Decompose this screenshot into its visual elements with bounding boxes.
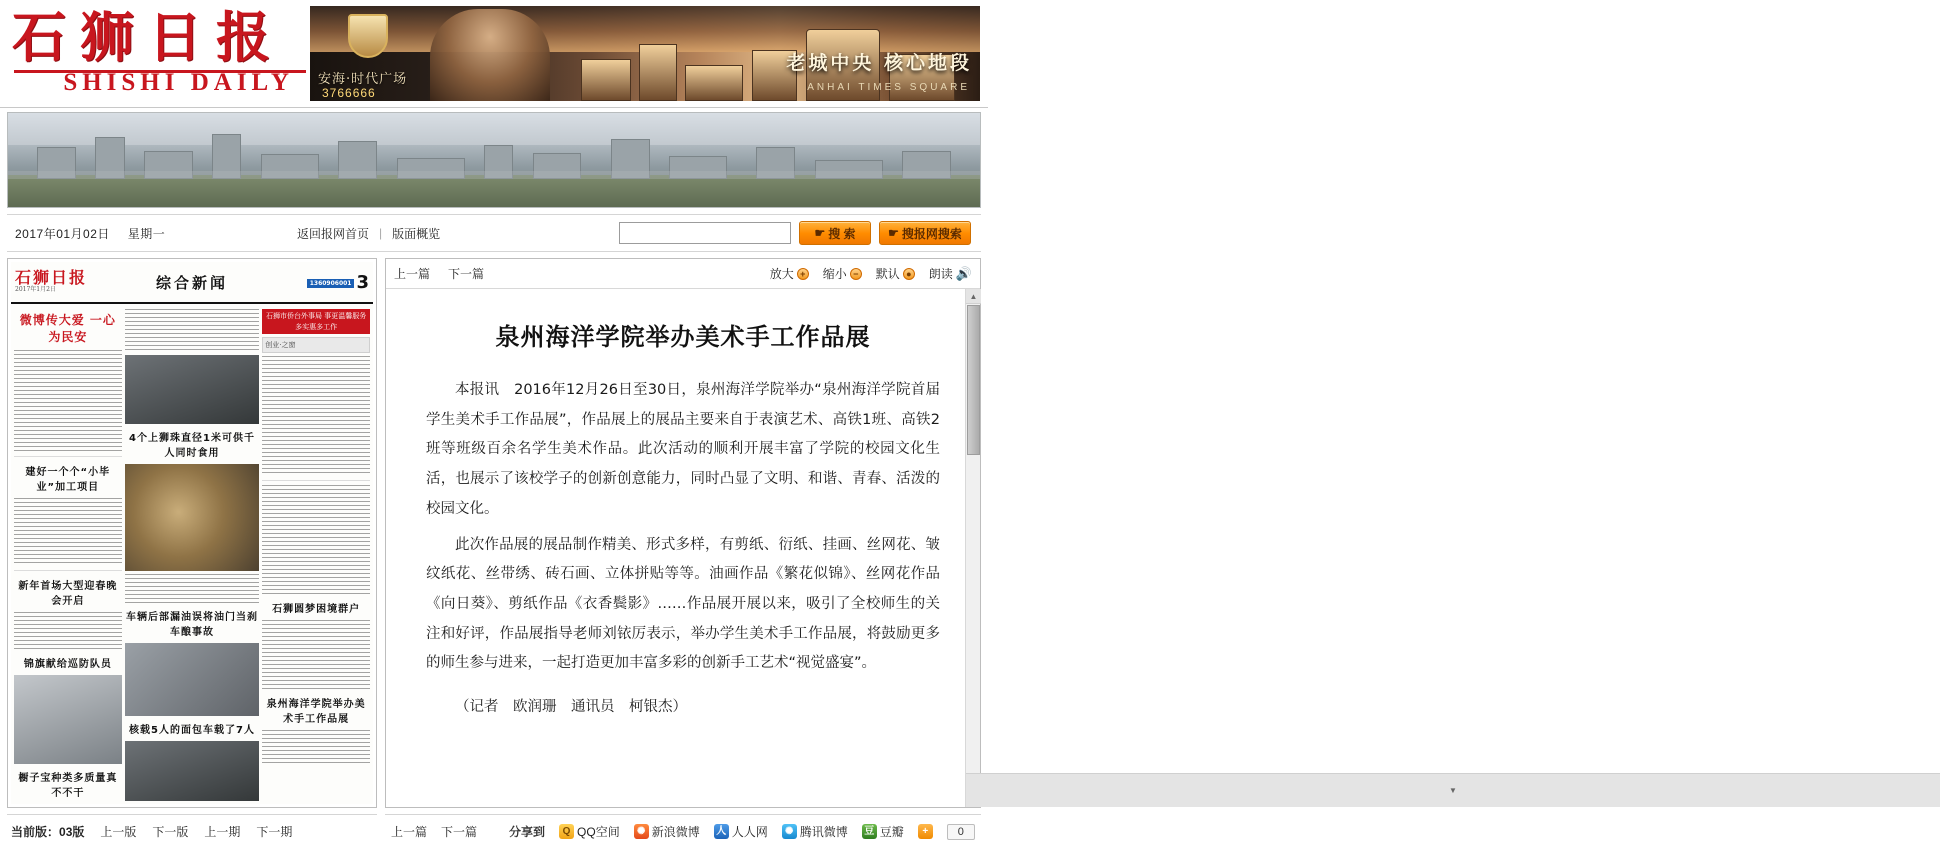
ad-phone-number: 3766666 — [322, 86, 376, 100]
prev-article-link-top[interactable]: 上一篇 — [394, 267, 431, 281]
newspaper-headline-a8: 泉州海洋学院举办美术手工作品展 — [266, 699, 366, 725]
douban-icon: 豆 — [862, 824, 877, 839]
skyline-foreground — [8, 175, 980, 207]
search-area — [619, 221, 981, 245]
zoom-in-button[interactable] — [770, 265, 809, 282]
default-size-button[interactable] — [876, 265, 915, 282]
ad-headline: 老城中央 核心地段 — [786, 52, 972, 74]
newspaper-column-1 — [14, 309, 122, 801]
current-page-block — [11, 823, 84, 840]
newspaper-columns — [11, 306, 373, 804]
newspaper-text-block-8 — [262, 620, 370, 690]
share-renren-label: 人人网 — [731, 825, 768, 839]
newspaper-ad-subbox: 创业·之窗 — [262, 337, 370, 353]
banner-advertisement[interactable] — [310, 6, 980, 101]
newspaper-text-block-5 — [125, 574, 260, 603]
newspaper-logo-text: 石狮日报 — [15, 268, 88, 288]
next-issue-link[interactable]: 下一期 — [256, 825, 293, 839]
current-page-label: 当前版： — [11, 825, 60, 839]
share-qzone[interactable] — [559, 823, 620, 840]
share-sina-weibo[interactable] — [634, 823, 700, 840]
search-button-label: 搜 索 — [828, 226, 856, 241]
skyline-sky — [8, 113, 980, 145]
qq-icon: Q — [559, 824, 574, 839]
newspaper-page-image[interactable] — [11, 262, 373, 804]
speaker-icon: 🔊 — [955, 265, 972, 281]
newspaper-page-number-value: 3 — [356, 271, 369, 293]
default-size-label: 默认 — [875, 267, 900, 281]
back-to-home-link[interactable]: 返回报网首页 — [297, 226, 370, 241]
share-douban-label: 豆瓣 — [879, 825, 904, 839]
article-byline: （记者 欧润珊 通讯员 柯银杰） — [455, 699, 687, 716]
scroll-up-arrow-icon[interactable]: ▲ — [966, 289, 981, 304]
plus-circle-icon: + — [797, 268, 809, 280]
newspaper-text-block-4 — [125, 309, 260, 352]
newspaper-page-viewer[interactable] — [7, 258, 377, 808]
newspaper-text-block-6 — [262, 356, 370, 476]
article-paragraph-1: 本报讯 2016年12月26日至30日，泉州海洋学院举办“泉州海洋学院首届学生美术手工作品展”，作品展上的展品主要来自于表演艺术、高铁1班、高铁2班等班级百余名学生美术作品。此次活动的顺利开展丰富了学院的校园文化生活，也展示了该校学子的创新创意能力，同时凸显了文明、和谐、青春、活泼的校园文化。 — [426, 382, 940, 517]
navigation-bar — [7, 214, 981, 252]
next-page-link[interactable]: 下一版 — [152, 825, 189, 839]
circle-icon: ● — [903, 268, 915, 280]
article-title: 泉州海洋学院举办美术手工作品展 — [495, 323, 871, 351]
newspaper-photo-1 — [14, 675, 122, 764]
share-qzone-label: QQ空间 — [577, 825, 620, 839]
share-tencent-weibo[interactable] — [782, 823, 848, 840]
scrollbar-thumb[interactable] — [967, 305, 980, 455]
article-toolbar — [386, 259, 980, 289]
logo-chinese-text: 石狮日报 — [12, 5, 284, 69]
newspaper-text-block-1 — [14, 362, 122, 451]
newspaper-photo-food — [125, 464, 260, 570]
share-bar — [385, 814, 981, 848]
newspaper-divider-3 — [262, 480, 370, 481]
page-navigation-bar — [7, 814, 377, 848]
newspaper-page-number — [277, 272, 369, 293]
newspaper-column-2 — [125, 309, 260, 801]
newspaper-headline-a5: 车辆后部漏油误将油门当刹车酿事故 — [125, 611, 258, 638]
sitewide-search-button[interactable] — [879, 221, 971, 245]
newspaper-logo — [15, 270, 107, 293]
city-skyline-photo — [7, 112, 981, 208]
newspaper-headline-a6: 石狮圆梦困境群户 — [272, 604, 361, 615]
next-article-link-bottom[interactable]: 下一篇 — [441, 825, 478, 839]
zoom-out-label: 缩小 — [822, 267, 847, 281]
newspaper-section-title: 综合新闻 — [155, 273, 228, 292]
nav-separator: | — [379, 226, 383, 240]
tencent-icon: ✺ — [782, 824, 797, 839]
scroll-down-arrow-icon[interactable]: ▼ — [966, 773, 1940, 807]
plus-icon: + — [918, 824, 933, 839]
minus-circle-icon: − — [850, 268, 862, 280]
newspaper-text-block-7 — [262, 485, 370, 595]
search-input[interactable] — [619, 222, 791, 244]
masthead — [0, 0, 988, 108]
ad-english-subtitle: ANHAI TIMES SQUARE — [807, 82, 970, 93]
newspaper-photo-4 — [125, 741, 260, 801]
article-body — [386, 289, 980, 807]
page-overview-link[interactable]: 版面概览 — [392, 226, 441, 241]
article-pane — [385, 258, 1457, 808]
prev-article-link-bottom[interactable]: 上一篇 — [391, 825, 428, 839]
renren-icon: 人 — [714, 824, 729, 839]
newspaper-divider-1 — [14, 456, 122, 457]
share-tencent-label: 腾讯微博 — [799, 825, 848, 839]
newspaper-divider-2 — [14, 570, 122, 571]
search-icon-secondary: ☛ — [888, 226, 899, 240]
newspaper-photo-3 — [125, 643, 260, 717]
prev-issue-link[interactable]: 上一期 — [204, 825, 241, 839]
newspaper-headline-a9: 橱子宝种类多质量真不不干 — [18, 773, 118, 800]
zoom-out-button[interactable] — [823, 265, 862, 282]
logo-english-text: SHISHI DAILY — [63, 69, 294, 96]
newspaper-headline-a1: 建好一个个“小毕业”加工项目 — [25, 466, 111, 493]
newspaper-headline-a2: 4个上狮珠直径1米可供千人同时食用 — [129, 433, 255, 460]
share-more[interactable] — [918, 824, 933, 839]
prev-page-link[interactable]: 上一版 — [100, 825, 137, 839]
read-aloud-button[interactable] — [929, 265, 972, 282]
share-douban[interactable] — [862, 823, 904, 840]
search-icon: ☛ — [814, 226, 826, 240]
article-paragraph-2: 此次作品展的展品制作精美、形式多样，有剪纸、衍纸、挂画、丝网花、皱纹纸花、丝带绣、砖石画、立体拼贴等等。油画作品《繁花似锦》、丝网花作品《向日葵》、剪纸作品《衣香鬓影》……作品展开展以来，吸引了全校师生的关注和好评，作品展指导老师刘铱厉表示，举办学生美术手工作品展，将鼓励更多的师生参与进来，一起打造更加丰富多彩的创新手工艺术“视觉盛宴”。 — [426, 536, 940, 672]
next-article-link-top[interactable]: 下一篇 — [448, 267, 485, 281]
newspaper-headline-a4: 锦旗献给巡防队员 — [23, 658, 112, 670]
bottom-bars — [7, 814, 981, 848]
current-page-value: 03版 — [59, 825, 85, 839]
article-scrollbar[interactable] — [965, 289, 1457, 807]
newspaper-headline-a3: 新年首场大型迎春晚会开启 — [18, 581, 118, 608]
read-aloud-label: 朗读 — [928, 267, 953, 281]
share-label: 分享到 — [509, 825, 546, 839]
newspaper-column-3 — [262, 309, 370, 801]
newspaper-photo-2 — [125, 355, 260, 425]
newspaper-ad-box: 石狮市侨台外事局 事更温馨服务 多实惠多工作 — [262, 309, 370, 334]
sitewide-search-label: 搜报网搜索 — [901, 226, 962, 241]
article-nav-top — [394, 265, 484, 282]
issue-weekday: 星期一 — [127, 226, 166, 241]
newspaper-subhead-1 — [14, 350, 122, 359]
article-view-controls — [770, 265, 972, 282]
issue-date-block — [7, 225, 297, 242]
ad-model-photo — [430, 9, 550, 101]
ad-brand-name: 安海·时代广场 — [318, 72, 408, 87]
newspaper-text-block-3 — [14, 612, 122, 649]
sina-icon: ✺ — [634, 824, 649, 839]
newspaper-logo-date: 2017年1月2日 — [15, 286, 56, 294]
share-sina-label: 新浪微博 — [651, 825, 700, 839]
newspaper-page-header — [11, 262, 373, 304]
ad-crest-logo — [336, 14, 400, 66]
main-content — [7, 258, 1457, 808]
site-logo[interactable] — [0, 0, 310, 107]
issue-date: 2017年01月02日 — [15, 226, 110, 241]
zoom-in-label: 放大 — [769, 267, 794, 281]
newspaper-page-tag: 1360906001 — [307, 279, 355, 288]
nav-links — [297, 225, 440, 242]
newspaper-lead-headline: 微博传大爱 一心为民安 — [19, 313, 116, 344]
newspaper-headline-a7: 核载5人的面包车载了7人 — [129, 725, 255, 737]
search-button[interactable] — [799, 221, 871, 245]
newspaper-text-block-9 — [262, 730, 370, 764]
newspaper-text-block-2 — [14, 498, 122, 567]
share-renren[interactable] — [714, 823, 768, 840]
share-count: 0 — [947, 824, 975, 840]
